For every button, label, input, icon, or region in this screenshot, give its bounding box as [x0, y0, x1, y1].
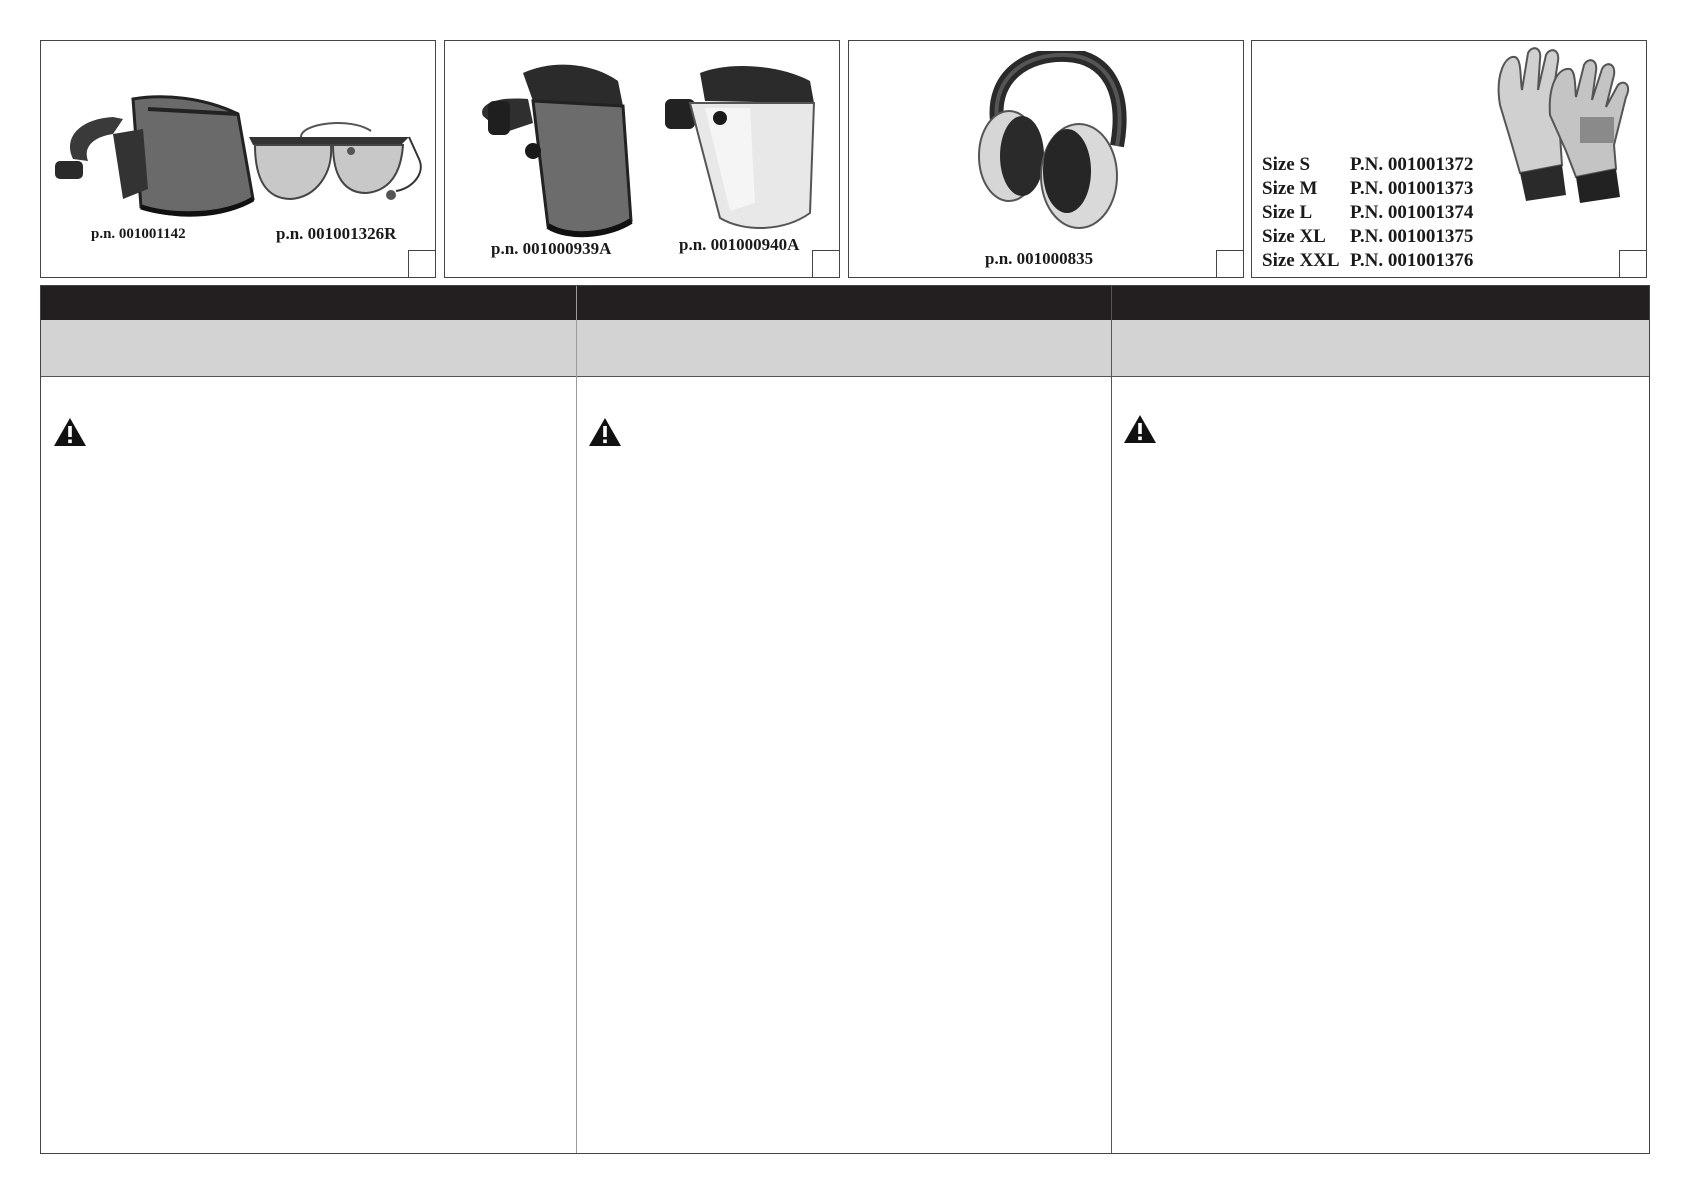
- figure-number-box: [408, 250, 435, 277]
- table-header-bar: [41, 286, 1649, 320]
- figure-number-box: [1216, 250, 1243, 277]
- product-panel-ear-muffs: [848, 40, 1244, 278]
- size-label: Size XL: [1262, 226, 1326, 247]
- column-divider: [576, 286, 577, 1153]
- size-row: [1262, 153, 1473, 177]
- face-shield-clear-icon: [660, 63, 830, 238]
- part-number-label: P.N. 001001373: [1350, 178, 1474, 199]
- face-shield-mesh-icon: [473, 61, 643, 251]
- part-number-label: P.N. 001001372: [1350, 154, 1474, 175]
- product-panel-face-shields: [444, 40, 840, 278]
- product-panel-gloves: [1251, 40, 1647, 278]
- size-row: [1262, 201, 1473, 225]
- size-label: Size S: [1262, 154, 1311, 175]
- glove-size-table: [1262, 153, 1473, 273]
- part-number-label: p.n. 001000939A: [491, 239, 612, 258]
- size-row: [1262, 177, 1473, 201]
- work-gloves-icon: [1480, 45, 1640, 205]
- warning-triangle-icon: [1123, 414, 1157, 444]
- column-divider: [1111, 286, 1112, 1153]
- size-row: [1262, 225, 1473, 249]
- part-number-label: P.N. 001001374: [1350, 202, 1474, 223]
- size-label: Size XXL: [1262, 250, 1340, 271]
- warning-triangle-icon: [588, 417, 622, 447]
- part-number-label: p.n. 001000835: [985, 249, 1094, 268]
- part-number-label: P.N. 001001375: [1350, 226, 1474, 247]
- table-subheader-bar: [41, 320, 1649, 377]
- part-number-label: p.n. 001000940A: [679, 235, 800, 254]
- figure-number-box: [1619, 250, 1646, 277]
- part-number-label: p.n. 001001142: [91, 226, 186, 242]
- size-label: Size M: [1262, 178, 1318, 199]
- size-label: Size L: [1262, 202, 1313, 223]
- part-number-label: P.N. 001001376: [1350, 250, 1474, 271]
- ear-muffs-icon: [967, 51, 1137, 236]
- face-shield-mesh-icon: [53, 89, 258, 224]
- product-panel-face-shield-and-glasses: [40, 40, 436, 278]
- size-row: [1262, 249, 1473, 273]
- figure-number-box: [812, 250, 839, 277]
- part-number-label: p.n. 001001326R: [276, 224, 397, 243]
- content-table: [40, 285, 1650, 1154]
- safety-glasses-earplugs-icon: [241, 119, 431, 219]
- warning-triangle-icon: [53, 417, 87, 447]
